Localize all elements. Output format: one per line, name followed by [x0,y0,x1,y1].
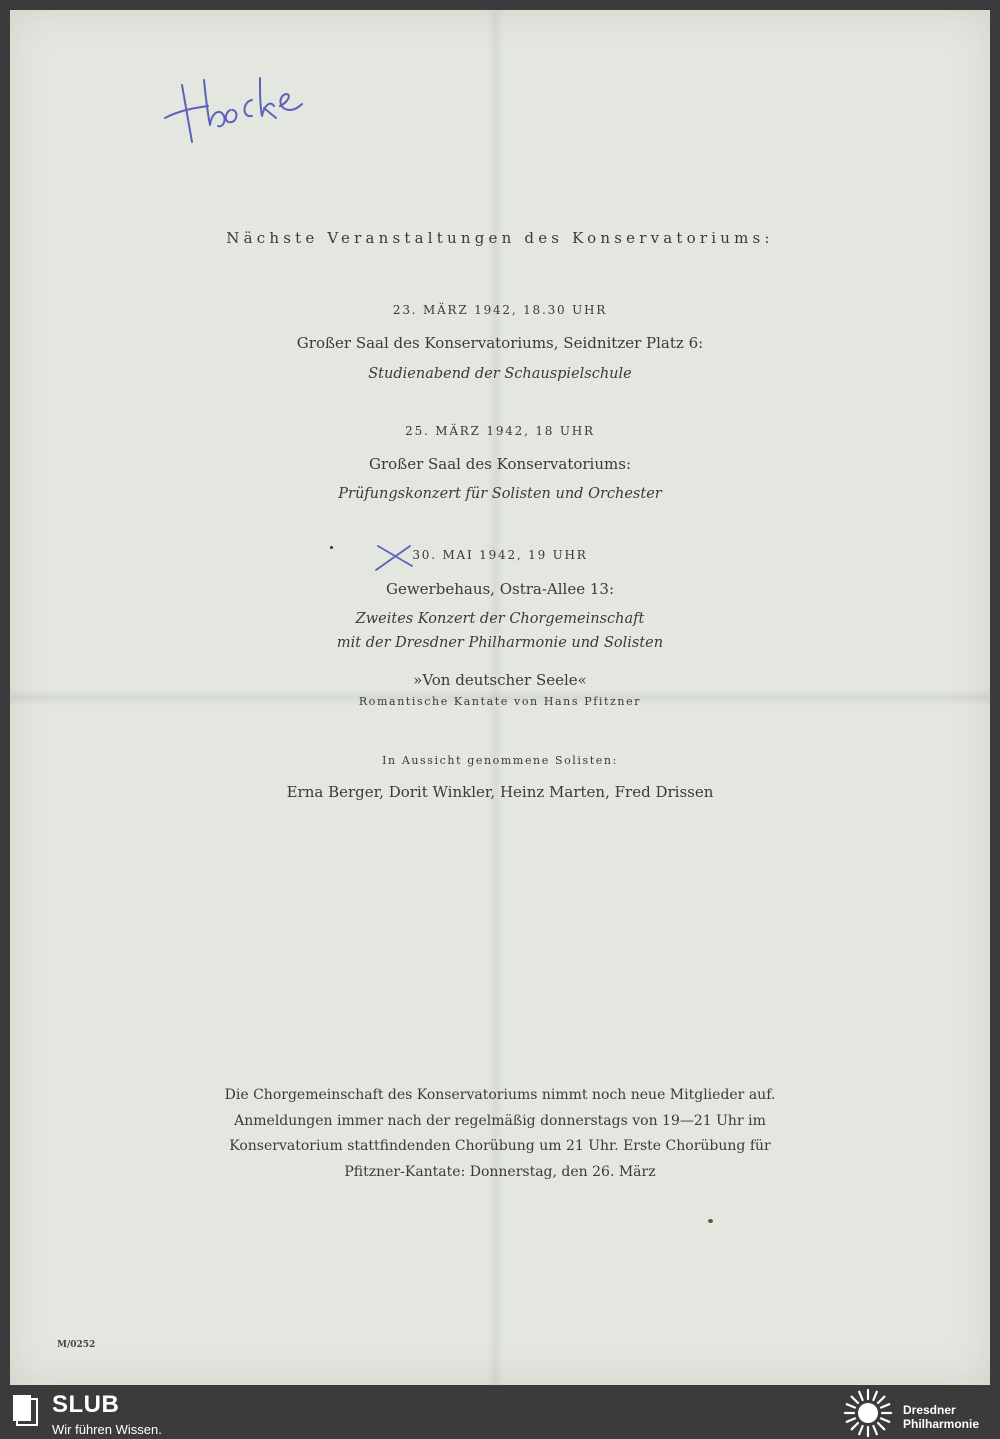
event-3-title-line1: Zweites Konzert der Chorgemeinschaft [355,611,645,627]
slub-logo-icon [11,1393,41,1427]
bottom-bar [0,1385,1000,1439]
library-name: SLUB [52,1391,120,1418]
event-1-venue: Großer Saal des Konservatoriums, Seidnitzer Platz 6: [296,334,704,352]
page-heading: Nächste Veranstaltungen des Konservatoriums: [226,229,774,247]
event-2-date: 25. MÄRZ 1942, 18 UHR [405,424,595,438]
membership-notice [200,1083,800,1185]
partner-name-line1: Dresdner [903,1403,956,1417]
soloists-heading: In Aussicht genommene Solisten: [382,754,618,767]
stain-mark [330,546,333,549]
catalog-number: M/0252 [57,1340,96,1350]
event-1-date: 23. MÄRZ 1942, 18.30 UHR [392,303,608,317]
soloists-names: Erna Berger, Dorit Winkler, Heinz Marten, Fred Drissen [286,783,714,801]
partner-name-line2: Philharmonie [903,1417,980,1431]
event-3-date: 30. MAI 1942, 19 UHR [412,548,588,562]
notice-line-1: Die Chorgemeinschaft des Konservatoriums nimmt noch neue Mitglieder auf. [224,1087,776,1103]
event-3-title-line2: mit der Dresdner Philharmonie und Solisten [336,635,664,651]
notice-line-4: Pfitzner-Kantate: Donnerstag, den 26. März [344,1163,656,1180]
stain-mark [708,1219,713,1223]
event-1-title: Studienabend der Schauspielschule [368,366,632,382]
event-3-venue: Gewerbehaus, Ostra-Allee 13: [385,580,615,598]
library-tagline: Wir führen Wissen. [52,1422,162,1437]
partner-name [903,1403,979,1431]
event-3-work-subtitle: Romantische Kantate von Hans Pfitzner [358,695,642,708]
event-3-work: »Von deutscher Seele« [413,671,587,689]
notice-line-3: Konservatorium stattfindenden Chorübung um 21 Uhr. Erste Chorübung für [229,1138,771,1154]
philharmonie-sunburst-logo-icon [843,1388,893,1438]
handwritten-note [160,70,310,150]
notice-line-2: Anmeldungen immer nach der regelmäßig donnerstags von 19—21 Uhr im [234,1112,766,1129]
event-2-venue: Großer Saal des Konservatoriums: [368,455,631,473]
event-2-title: Prüfungskonzert für Solisten und Orchester [338,486,662,502]
